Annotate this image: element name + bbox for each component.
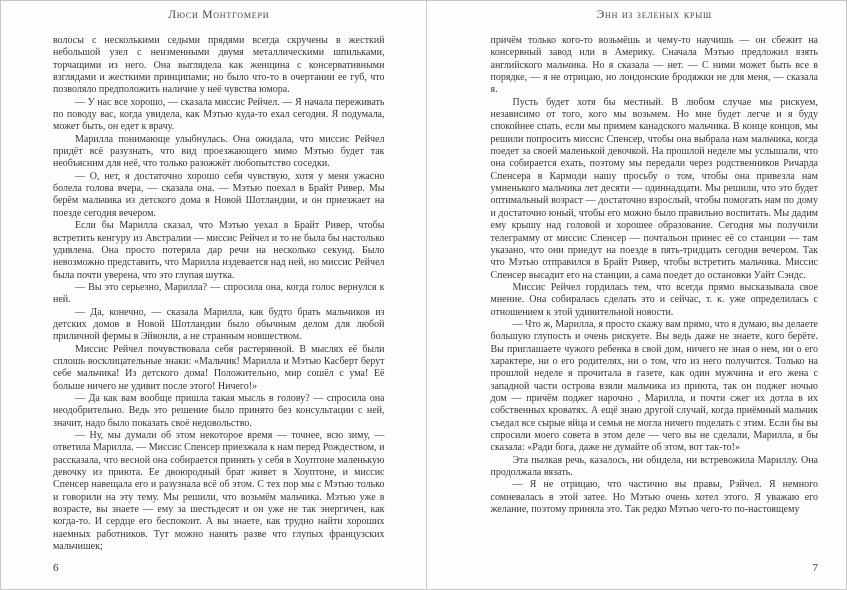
paragraph: — Ну, мы думали об этом некоторое время — точнее, всю зиму, — ответила Марилла. — Миссис Спенсер приезжала к нам перед Рождеством, и рассказала, что весной она собирается принять у себя в Хоуптоне маленькую девочку из приюта. Ее двоюродный брат живет в Хоуптоне, и миссис Спенсер навещала его и разузнала всё об этом. С тех пор мы с Мэтью только и говорили на эту тему. Мы решили, что возьмём мальчика. Мэтью уже в возрасте, вы знаете — ему за шестьдесят и он уже не так энергичен, как когда-то. И сердце его беспокоит. А вы знаете, как трудно найти хороших наемных работников. Тут можно нанять разве что глупых французских мальчишек; xyxy=(53,430,385,553)
page-number-right: 7 xyxy=(812,562,818,574)
paragraph: — Что ж, Марилла, я просто скажу вам прямо, что я думаю, вы делаете большую глупость и очень рискуете. Вы ведь даже не знаете, кого берёте. Вы приглашаете чужого ребенка в свой дом, ничего не зная о нем, ни о его характере, ни о его родителях, ни о том, что из него получится. Только на прошлой неделе я прочитала в газете, как один мужчина и его жена с западной части острова взяли мальчика из приюта, так он поджег ночью дом — причём поджег нарочно , Марилла, и почти сжег их дотла в их собственных кроватях. А ещё знаю другой случай, когда приёмный мальчик съедал все сырые яйца и семья не могла ничего поделать с этим. Если бы вы спросили моего совета в этом деле — чего вы не сделали, Марилла, я бы сказала: «Ради бога, даже не думайте об этом, вот так-то!» xyxy=(490,318,818,454)
page-right-body xyxy=(491,35,819,516)
paragraph: — Я не отрицаю, что частично вы правы, Рэйчел. Я немного сомневалась в этой затее. Но Мэтью очень хотел этого. Я уважаю его желание, поэтому приняла это. Так редко Мэтью чего-то по-настоящему xyxy=(490,479,818,516)
paragraph: — Да как вам вообще пришла такая мысль в голову? — спросила она неодобрительно. Ведь это решение было принято без консультации с ней, значит, надо было показать своё недовольство. xyxy=(53,392,385,429)
paragraph: Марилла понимающе улыбнулась. Она ожидала, что миссис Рейчел придёт всё разузнать, что вид проезжающего мимо Мэтью будет так необъясним для неё, что только разожжёт любопытство соседки. xyxy=(53,133,385,170)
page-left-body xyxy=(53,35,385,553)
paragraph: — Вы это серьезно, Марилла? — спросила она, когда голос вернулся к ней. xyxy=(53,281,385,306)
paragraph: волосы с несколькими седыми прядями всегда скручены в жесткий небольшой узел с неизменными двумя металлическими шпильками, торчащими из него. Она выглядела как женщина с консервативными взглядами и жесткими принципами; но было что-то в очертании ее губ, что позволяло предположить наличие у неё чувства юмора. xyxy=(53,35,385,96)
paragraph: Миссис Рейчел почувствовала себя растерянной. В мыслях её были сплошь восклицательные знаки: «Мальчик! Марилла и Мэтью Касберт берут себе мальчика! Из детского дома! Положительно, мир сошёл с ума! Её больше ничего не удивит после этого! Ничего!» xyxy=(53,343,385,392)
paragraph: Миссис Рейчел гордилась тем, что всегда прямо высказывала свое мнение. Она собиралась сделать это и сейчас, т. к. уже определилась с отношением к этой удивительной новости. xyxy=(490,281,818,318)
page-number-left: 6 xyxy=(53,562,59,574)
paragraph: причём только кого-то возьмёшь и чему-то научишь — он сбежит на консервный завод или в Америку. Сначала Мэтью предложил взять английского мальчика. Но я сказала — нет. — С ними может быть все в порядке, — я не отрицаю, но лондонские бродяжки не для меня, — сказала я. xyxy=(490,35,818,96)
paragraph: Если бы Марилла сказал, что Мэтью уехал в Брайт Ривер, чтобы встретить кенгуру из Австралии — миссис Рейчел и то не была бы настолько удивлена. Она просто потеряла дар речи на несколько секунд. Было невозможно представить, что Марилла издевается над ней, но миссис Рейчел была почти уверена, что это глупая шутка. xyxy=(53,220,385,281)
paragraph: Эта пылкая речь, казалось, ни обидела, ни встревожила Мариллу. Она продолжала вязать. xyxy=(490,454,818,479)
paragraph: — У нас все хорошо, — сказала миссис Рейчел. — Я начала переживать по поводу вас, когда увидела, как Мэтью куда-то ехал сегодня. Я подумала, может быть, он едет к врачу. xyxy=(53,96,385,133)
paragraph: — О, нет, я достаточно хорошо себя чувствую, хотя у меня ужасно болела голова вчера, — сказала она. — Мэтью поехал в Брайт Ривер. Мы берём мальчика из детского дома в Новой Шотландии, и он приезжает на поезде сегодня вечером. xyxy=(53,170,385,219)
running-head-title: Энн из зеленых крыш xyxy=(596,9,712,21)
paragraph: Пусть будет хотя бы местный. В любом случае мы рискуем, независимо от того, кого мы возьмем. Но мне будет легче и я буду спокойнее спать, если мы примем канадского мальчика. В конце концов, мы решили попросить миссис Спенсер, чтобы она выбрала нам мальчика, когда поедет за своей маленькой девочкой. На прошлой неделе мы услышали, что она собирается ехать, поэтому мы передали через родственников Ричарда Спенсера в Кармоди нашу просьбу о том, чтобы она привезла нам умненького мальчика лет десяти — одиннадцати. Мы решили, что это будет оптимальный возраст — достаточно взрослый, чтобы помогать нам по дому и достаточно юный, чтобы его можно было правильно воспитать. Мы дадим ему крышу над головой и хорошее образование. Сегодня мы получили телеграмму от миссис Спенсер — почтальон принес её со станции — там указано, что они приедут на поезде в пять-тридцать сегодня вечером. Так что Мэтью отправился в Брайт Ривер, чтобы встретить мальчика. Миссис Спенсер высадит его на станции, а сама поедет до остановки Уайт Сэндс. xyxy=(490,96,818,281)
page-left xyxy=(1,1,427,589)
paragraph: — Да, конечно, — сказала Марилла, как будто брать мальчиков из детских домов в Новой Шотландии было обычным делом для любой приличной фермы в Эйвонли, а не странным новшеством. xyxy=(53,306,385,343)
running-head-author: Люси Монтгомери xyxy=(168,9,270,21)
page-right xyxy=(427,1,847,589)
